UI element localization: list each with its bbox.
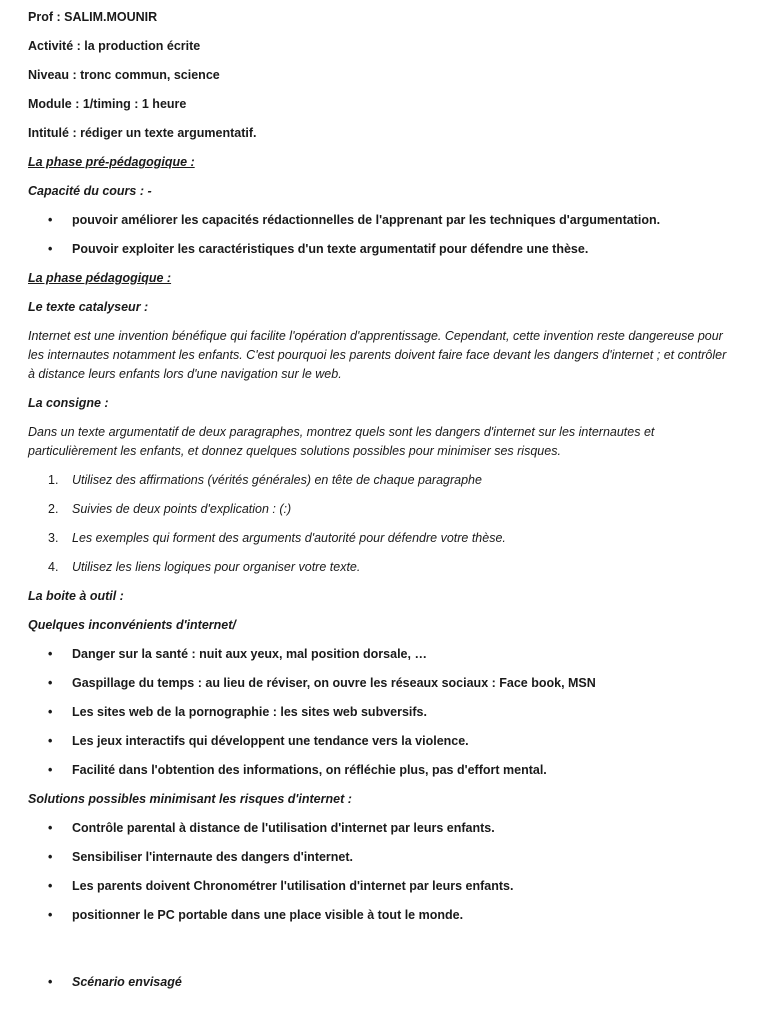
- bullet-icon: •: [48, 705, 53, 719]
- bullet-icon: •: [48, 676, 53, 690]
- list-item: • Les jeux interactifs qui développent une tendance vers la violence.: [28, 732, 728, 751]
- scenario-label: Scénario envisagé: [72, 975, 182, 989]
- activite-line: Activité : la production écrite: [28, 39, 201, 53]
- phase-title: La phase pédagogique :: [28, 271, 172, 285]
- bullet-icon: •: [48, 647, 53, 661]
- catalyseur-label: Le texte catalyseur :: [28, 300, 149, 314]
- list-item: [28, 973, 728, 992]
- bullet-icon: •: [48, 763, 53, 777]
- consigne-label: La consigne :: [28, 396, 109, 410]
- bullet-icon: •: [48, 850, 53, 864]
- list-item: • positionner le PC portable dans une place visible à tout le monde.: [28, 906, 728, 925]
- intitule-line: Intitulé : rédiger un texte argumentatif.: [28, 126, 257, 140]
- inconvenients-label: Quelques inconvénients d'internet/: [28, 618, 236, 632]
- bullet-icon: •: [48, 213, 53, 227]
- list-item: 4. Utilisez les liens logiques pour organiser votre texte.: [48, 560, 361, 574]
- bullet-icon: •: [48, 821, 53, 835]
- bullet-icon: •: [48, 734, 53, 748]
- list-item: • Facilité dans l'obtention des informations, on réfléchie plus, pas d'effort mental.: [28, 761, 728, 780]
- inconvenients-list: [28, 645, 728, 780]
- capacite-label: Capacité du cours : -: [28, 184, 152, 198]
- bullet-icon: •: [48, 908, 53, 922]
- list-item: • Les sites web de la pornographie : les sites web subversifs.: [28, 703, 728, 722]
- niveau-line: Niveau : tronc commun, science: [28, 68, 220, 82]
- steps-list: [28, 471, 728, 577]
- list-item: • pouvoir améliorer les capacités rédactionnelles de l'apprenant par les techniques d'argumentation.: [28, 211, 728, 230]
- boite-title: La boite à outil :: [28, 589, 124, 603]
- scenario-list: [28, 973, 728, 992]
- list-item: • Danger sur la santé : nuit aux yeux, mal position dorsale, …: [28, 645, 728, 664]
- list-item: • Pouvoir exploiter les caractéristiques d'un texte argumentatif pour défendre une thèse.: [28, 240, 728, 259]
- catalyseur-text: Internet est une invention bénéfique qui facilite l'opération d'apprentissage. Cependant, cette invention reste dangereuse pour les internautes notamment les enfants. C'est pourquoi les parents doivent faire face devant les dangers d'internet ; et contrôler à distance leurs enfants lors d'une navigation sur le web.: [28, 329, 727, 381]
- bullet-icon: •: [48, 242, 53, 256]
- solutions-list: [28, 819, 728, 925]
- document-page: [28, 8, 728, 992]
- list-item: • Contrôle parental à distance de l'utilisation d'internet par leurs enfants.: [28, 819, 728, 838]
- list-item: 3. Les exemples qui forment des arguments d'autorité pour défendre votre thèse.: [48, 531, 506, 545]
- bullet-icon: •: [48, 975, 53, 989]
- list-item: • Sensibiliser l'internaute des dangers d'internet.: [28, 848, 728, 867]
- bullet-icon: •: [48, 879, 53, 893]
- module-line: Module : 1/timing : 1 heure: [28, 97, 187, 111]
- consigne-text: Dans un texte argumentatif de deux paragraphes, montrez quels sont les dangers d'internet sur les internautes et particulièrement les enfants, et donnez quelques solutions possibles pour minimiser ses risques.: [28, 425, 655, 458]
- pre-phase-title: La phase pré-pédagogique :: [28, 155, 195, 169]
- list-item: 1. Utilisez des affirmations (vérités générales) en tête de chaque paragraphe: [48, 473, 482, 487]
- list-item: 2. Suivies de deux points d'explication : (:): [48, 502, 292, 516]
- capacites-list: [28, 211, 728, 259]
- list-item: • Gaspillage du temps : au lieu de réviser, on ouvre les réseaux sociaux : Face book, MSN: [28, 674, 728, 693]
- list-item: • Les parents doivent Chronométrer l'utilisation d'internet par leurs enfants.: [28, 877, 728, 896]
- solutions-label: Solutions possibles minimisant les risques d'internet :: [28, 792, 352, 806]
- prof-line: Prof : SALIM.MOUNIR: [28, 10, 158, 24]
